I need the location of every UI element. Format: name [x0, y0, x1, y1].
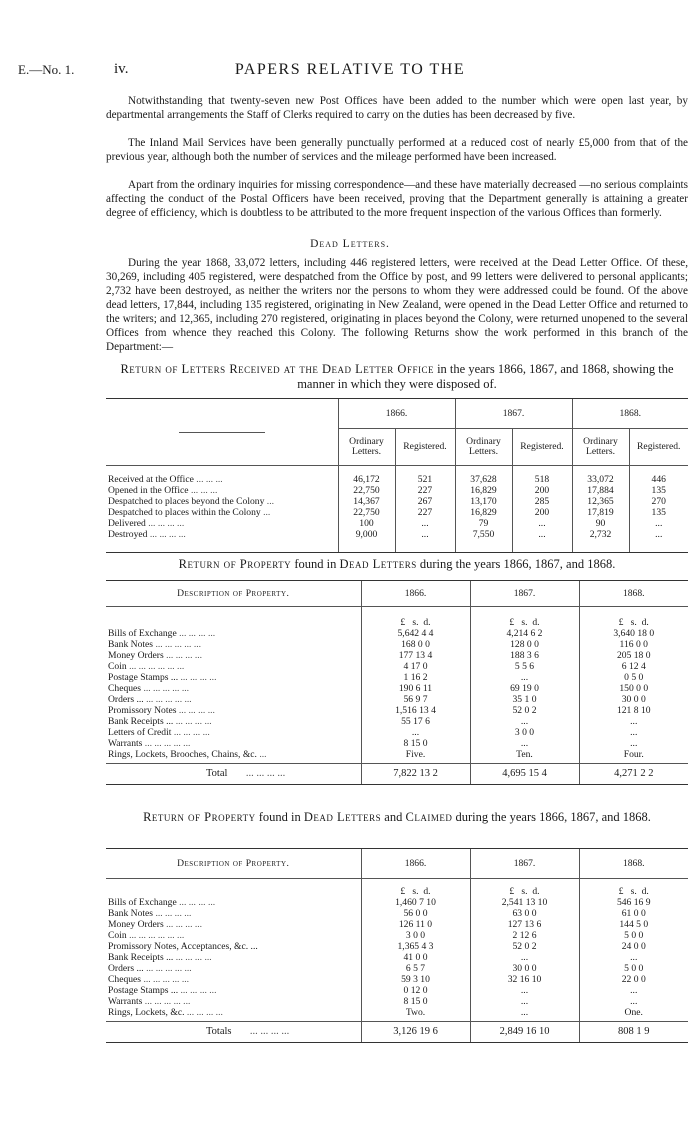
- year-header-1867: 1867.: [455, 399, 572, 429]
- table-row: Rings, Lockets, Brooches, Chains, &c. ... Five. Ten. Four.: [106, 749, 688, 764]
- table-row: Money Orders ... ... ... ... 126 11 0 127 13 6 144 5 0: [106, 919, 688, 930]
- currency-header-row: £ s. d. £ s. d. £ s. d.: [106, 607, 688, 629]
- description-header: Description of Property.: [177, 588, 290, 599]
- table-row: Postage Stamps ... ... ... ... ... 0 12 0 ... ...: [106, 985, 688, 996]
- table-row: Postage Stamps ... ... ... ... ... 1 16 2 ... 0 5 0: [106, 672, 688, 683]
- section-heading-dead-letters: Dead Letters.: [310, 238, 390, 250]
- col-ordinary: Ordinary Letters.: [455, 429, 512, 466]
- table1-title: Return of Letters Received at the Dead Letter Office in the years 1866, 1867, and 1868, showing the manner in which they were disposed of.: [120, 362, 674, 391]
- col-registered: Registered.: [512, 429, 572, 466]
- table-row: Bank Receipts ... ... ... ... ... 41 0 0 ... ...: [106, 952, 688, 963]
- total-row: Total ... ... ... ... 7,822 13 2 4,695 15 4 4,271 2 2: [106, 764, 688, 785]
- page-header: [18, 62, 682, 82]
- table-row: Despatched to places beyond the Colony ... 14,367 267 13,170 285 12,365 270: [106, 496, 688, 507]
- table-row: Received at the Office ... ... ... 46,172 521 37,628 518 33,072 446: [106, 474, 688, 485]
- table-row: Bills of Exchange ... ... ... ... 5,642 4 4 4,214 6 2 3,640 18 0: [106, 628, 688, 639]
- year-header-1868: 1868.: [579, 849, 688, 879]
- property-found-table: [106, 580, 688, 785]
- paragraph-1: Notwithstanding that twenty-seven new Post Offices have been added to the number which were open last year, by departmental arrangements the Staff of Clerks required to carry on the duties has been decreased by five.: [106, 95, 688, 121]
- table-row: Orders ... ... ... ... ... ... 6 5 7 30 0 0 5 0 0: [106, 963, 688, 974]
- table-row: Coin ... ... ... ... ... ... 3 0 0 2 12 6 5 0 0: [106, 930, 688, 941]
- table-row: Bills of Exchange ... ... ... ... 1,460 7 10 2,541 13 10 546 16 9: [106, 897, 688, 908]
- table-row: Bank Receipts ... ... ... ... ... 55 17 6 ... ...: [106, 716, 688, 727]
- table-row: Promissory Notes ... ... ... ... 1,516 13 4 52 0 2 121 8 10: [106, 705, 688, 716]
- description-header: Description of Property.: [177, 858, 290, 869]
- table-row: Promissory Notes, Acceptances, &c. ... 1,365 4 3 52 0 2 24 0 0: [106, 941, 688, 952]
- table-row: Warrants ... ... ... ... ... 8 15 0 ... ...: [106, 738, 688, 749]
- paragraph-2: The Inland Mail Services have been generally punctually performed at a reduced cost of nearly £5,000 from that of the previous year, although both the number of services and the mileage performed have been increased.: [106, 137, 688, 163]
- col-ordinary: Ordinary Letters.: [338, 429, 395, 466]
- page-number: iv.: [114, 61, 129, 77]
- paragraph-3: Apart from the ordinary inquiries for missing correspondence—and these have materially decreased —no serious complaints affecting the conduct of the Postal Officers have been received, proving that the Department generally is attaining a greater degree of efficiency, which is doubtless to be attributed to the more frequent inspection of the various Offices than formerly.: [106, 179, 688, 219]
- table-header: [106, 581, 688, 607]
- year-header-1867: 1867.: [470, 581, 579, 607]
- total-row: Totals ... ... ... ... 3,126 19 6 2,849 16 10 808 1 9: [106, 1022, 688, 1043]
- table-row: Cheques ... ... ... ... ... 59 3 10 32 16 10 22 0 0: [106, 974, 688, 985]
- year-header-1868: 1868.: [579, 581, 688, 607]
- col-registered: Registered.: [629, 429, 688, 466]
- table-row: Bank Notes ... ... ... ... 56 0 0 63 0 0 61 0 0: [106, 908, 688, 919]
- table-row: Opened in the Office ... ... ... 22,750 227 16,829 200 17,884 135: [106, 485, 688, 496]
- col-registered: Registered.: [395, 429, 455, 466]
- year-header-1866: 1866.: [361, 581, 470, 607]
- table-header-years: [106, 399, 688, 429]
- table-row: Despatched to places within the Colony ... 22,750 227 16,829 200 17,819 135: [106, 507, 688, 518]
- table2-title: Return of Property found in Dead Letters during the years 1866, 1867, and 1868.: [178, 557, 616, 571]
- table-row: Rings, Lockets, &c. ... ... ... ... Two. ... One.: [106, 1007, 688, 1022]
- table-row: Coin ... ... ... ... ... ... 4 17 0 5 5 6 6 12 4: [106, 661, 688, 672]
- table-row: Money Orders ... ... ... ... 177 13 4 188 3 6 205 18 0: [106, 650, 688, 661]
- col-ordinary: Ordinary Letters.: [572, 429, 629, 466]
- table-header: [106, 849, 688, 879]
- table3-title: Return of Property found in Dead Letters and Claimed during the years 1866, 1867, and 1868.: [143, 810, 651, 824]
- table-row: Cheques ... ... ... ... ... 190 6 11 69 19 0 150 0 0: [106, 683, 688, 694]
- currency-header-row: £ s. d. £ s. d. £ s. d.: [106, 879, 688, 898]
- dead-letters-paragraph: During the year 1868, 33,072 letters, including 446 registered letters, were received at the Dead Letter Office. Of these, 30,269, including 405 registered, were despatched from the Office by post, and 99 letters were delivered to personal applicants; 2,732 have been destroyed, as neither the writers nor the persons to whom they were addressed could be found. Of the above dead letters, 17,844, including 135 registered, originating in New Zealand, were opened in the Dead Letter Office and returned to the writers; and 12,365, including 270 registered, originating in places beyond the Colony, were returned unopened to the several Offices from whence they reached this Colony. The following Returns show the work performed in this branch of the Department:—: [106, 257, 688, 353]
- table-row: Letters of Credit ... ... ... ... ... 3 0 0 ...: [106, 727, 688, 738]
- year-header-1867: 1867.: [470, 849, 579, 879]
- letters-returns-table: [106, 398, 688, 553]
- year-header-1868: 1868.: [572, 399, 688, 429]
- table-row: Warrants ... ... ... ... ... 8 15 0 ... ...: [106, 996, 688, 1007]
- page-title: PAPERS RELATIVE TO THE: [234, 61, 466, 78]
- property-claimed-table: [106, 848, 688, 1043]
- year-header-1866: 1866.: [338, 399, 455, 429]
- table-row: Delivered ... ... ... ... 100 ... 79 ... 90 ...: [106, 518, 688, 529]
- table-row: Orders ... ... ... ... ... ... 56 9 7 35 1 0 30 0 0: [106, 694, 688, 705]
- document-reference: E.—No. 1.: [18, 62, 75, 77]
- table-row: Destroyed ... ... ... ... 9,000 ... 7,550 ... 2,732 ...: [106, 529, 688, 540]
- table-row: Bank Notes ... ... ... ... ... 168 0 0 128 0 0 116 0 0: [106, 639, 688, 650]
- year-header-1866: 1866.: [361, 849, 470, 879]
